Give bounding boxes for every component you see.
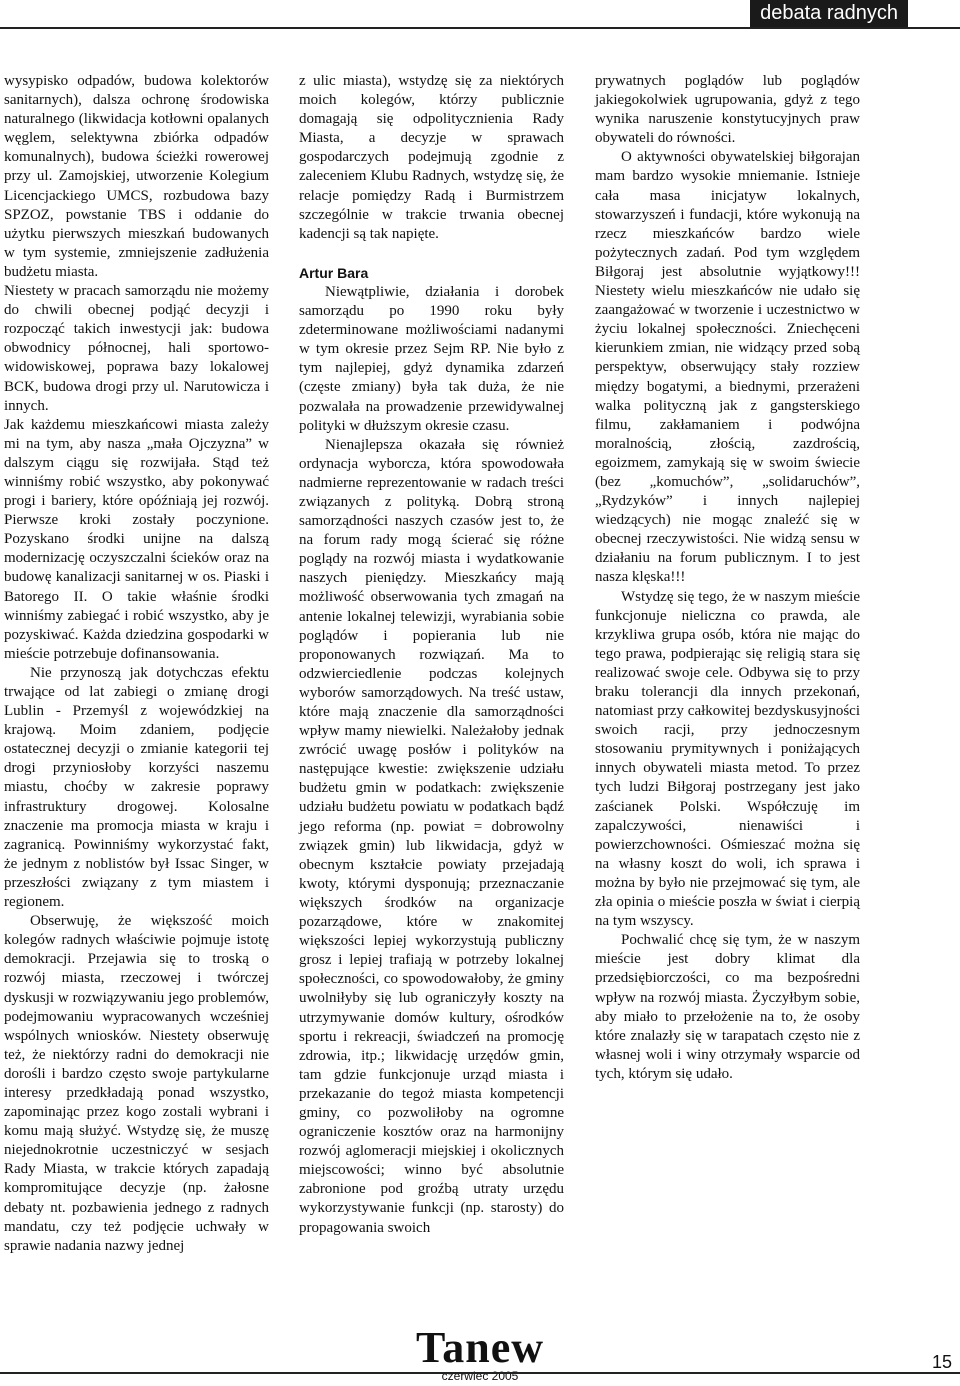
article-column-3: [595, 72, 860, 1084]
article-column-1: [4, 72, 269, 1256]
paragraph: O aktywności obywatelskiej biłgorajan mam bardzo wysokie mniemanie. Istnieje cała masa inicjatyw lokalnych, stowarzyszeń i fundacji, które wykonują na rzecz mieszkańców bardzo wiele pożytecznych zadań. Pod tym względem Biłgoraj jest absolutnie wyjątkowy!!! Niestety wielu mieszkańców nie udało się zaangażować w tworzenie i uczestnictwo w życiu lokalnej społeczności. Zniechęceni kierunkiem zmian, nie widzący przed sobą perspektyw, obserwujący stały rozziew między bogatymi, a biednymi, przerażeni walka polityczną jak z gangsterskiego filmu, zakłamaniem i podwójna moralnością, złością, zazdrością, egoizmem, zamykają się w swoim świecie (bez „komuchów”, „solidaruchów”, „Rydzyków” i innych najlepiej wiedzących) nie mogąc znaleźć się w obecnej rzeczywistości. Nie widzą sensu w działaniu na forum publicznym. I to jest nasza klęska!!!: [595, 149, 860, 586]
paragraph: wysypisko odpadów, budowa kolektorów sanitarnych), dalsza ochronę środowiska naturalnego (likwidacja kotłowni opalanych węglem, selektywna zbiórka odpadów komunalnych), budowa ścieżki rowerowej przy ul. Zamojskiej, utworzenie Kolegium Licencjackiego UMCS, rozbudowa bazy SPZOZ, powstanie TBS i oddanie do użytku pierwszych mieszkań budowanych w tym systemie, zmniejszenie zadłużenia budżetu miasta.: [4, 73, 269, 280]
paragraph: Nienajlepsza okazała się również ordynacja wyborcza, która spowodowała nadmierne reprezentowanie w radach treści związanych z polityką. Dobrą stroną samorządności naszych czasów jest to, że na forum rady mogą ścierać się różne poglądy na rozwój miasta i wydatkowanie naszych pieniędzy. Mieszkańcy mają możliwość obserwowania tych zmagań na antenie lokalnej telewizji, wyrabiania sobie poglądów i popierania lub nie proponowanych rozwiązań. Ma to odzwierciedlenie podczas kolejnych wyborów samorządowych. Na treść ustaw, które mają znaczenie dla samorządności wpływ mamy niewielki. Należałoby jednak zwrócić uwagę posłów i polityków na następujące kwestie: zwiększenie udziału budżetu gmin w podatkach: zwiększenie udziału budżetu powiatu w podatkach bądź jego reforma (np. powiat = dobrowolny związek gmin) lub likwidacja, gdyż w obecnym kształcie powiaty przejadają kwoty, którymi dysponują; przeznaczanie większych środków na organizacje pozarządowe, które w znakomitej większości lepiej wykorzystują publiczny grosz i lepiej trafiają w potrzeby lokalnej społeczności, co spowodowałoby, że gminy uwolniłyby się lub ograniczyły koszty na utrzymywanie domów kultury, ośrodków sportu i rekreacji, świadczeń na promocję zdrowia, itp.; likwidację urzędów gmin, tam gdzie funkcjonuje urząd miasta i przekazanie do tegoż miasta kompetencji gminy, co pozwoliłoby na ogromne ograniczenie kosztów oraz na harmonijny rozwój aglomeracji miejskiej i okolicznych miejscowości; winno być absolutnie zabronione pod groźbą utraty urzędu wykorzystywanie funkcji (np. starosty) do propagowania swoich: [299, 436, 564, 1236]
paragraph: prywatnych poglądów lub poglądów jakiegokolwiek ugrupowania, gdyż z tego wynika naruszenie konstytucyjnych praw obywateli do równości.: [595, 73, 860, 147]
masthead-logo: Tanew: [415, 1323, 545, 1372]
paragraph: Wstydzę się tego, że w naszym mieście funkcjonuje nieliczna co prawda, ale krzykliwa grupa osób, która nie mając do tego prawa, podpierając się religią stara się realizować swoje cele. Odbywa się to przy braku tolerancji dla innych przekonań, natomiast przy całkowitej bezdyskusyjności swoich racji, przy jednoczesnym stosowaniu prymitywnych i poniżających innych obywateli miasta metod. To przez tych ludzi Biłgoraj postrzegany jest jako zaścianek Polski. Współczuję im zapalczywości, nienawiści i powierzchowności. Ośmieszać można się na własny koszt do woli, ich sprawa i można by było nie przejmować się tym, ale zła opinia o mieście poszła w świat i cierpią na tym wszyscy.: [595, 588, 860, 930]
section-tag: debata radnych: [750, 0, 908, 27]
footer-rule: [0, 1372, 960, 1374]
paragraph: Obserwuję, że większość moich kolegów radnych właściwie pojmuje istotę demokracji. Przejawia się to troską o rozwój miasta, rzeczowej i twórczej dyskusji w rozwiązywaniu jego problemów, podejmowaniu wypracowanych wcześniej wspólnych wniosków. Niestety obserwuję też, że niektórzy radni do demokracji nie dorośli i bardzo często swoje partykularne interesy przedkładają ponad wszystko, zapominając przez kogo zostali wybrani i komu mają służyć. Wstydzę się, że muszę niejednokrotnie uczestniczyć w sesjach Rady Miasta, w trakcie których zapadają kompromitujące decyzje (np. żałosne debaty nt. pozbawienia jednego z radnych mandatu, czy też podjęcie uchwały w sprawie nadania nazwy jednej: [4, 913, 269, 1254]
issue-date: czerwiec 2005: [441, 1369, 519, 1383]
paragraph: Niewątpliwie, działania i dorobek samorządu po 1990 roku były zdeterminowane możliwościami nadanymi w tym okresie przez Sejm RP. Nie było z tym najlepiej, gdyż dynamika zdarzeń (częste zmiany) była tak duża, że nie pozwalała na prowadzenie przewidywalnej polityki w dłuższym okresie czasu.: [299, 283, 564, 434]
paragraph: Niestety w pracach samorządu nie możemy do chwili obecnej podjąć decyzji i rozpocząć takich inwestycji jak: budowa obwodnicy północnej, hali sportowo-widowiskowej, poprawa bazy lokalowej BCK, budowa drogi przy ul. Narutowicza i innych.: [4, 283, 269, 414]
author-byline: Artur Bara: [299, 264, 369, 281]
header-rule: [0, 27, 960, 29]
paragraph: Pochwalić chcę się tym, że w naszym mieście jest dobry klimat dla przedsiębiorczości, co ma bezpośredni wpływ na rozwój miasta. Życzyłbym sobie, aby miało to przełożenie na to, że osoby które znalazły się w tarapatach często nie z własnej woli i winy otrzymały wsparcie od tych, którym się udało.: [595, 932, 860, 1082]
page-number: 15: [931, 1352, 952, 1372]
paragraph: Nie przynoszą jak dotychczas efektu trwające od lat zabiegi o zmianę drogi Lublin - Przemyśl z wojewódzkiej na krajową. Moim zdaniem, podjęcie ostatecznej decyzji o zmianie kategorii tej drogi przyniosłoby korzyści naszemu miastu, choćby w zakresie poprawy infrastruktury drogowej. Kolosalne znaczenie ma promocja miasta w kraju i zagranicą. Powinniśmy wykorzystać fakt, że jednym z noblistów był Issac Singer, w przeszłości związany z tym miastem i regionem.: [4, 664, 269, 911]
masthead: [400, 1323, 560, 1383]
article-column-2: [299, 72, 564, 1238]
paragraph: z ulic miasta), wstydzę się za niektórych moich kolegów, którzy publicznie domagają się odpolitycznienia Rady Miasta, a decyzje w sprawach gospodarczych podejmują zgodnie z zaleceniem Klubu Radnych, wstydzę się, że relacje pomiędzy Radą i Burmistrzem szczególnie w trakcie trwania obecnej kadencji są tak napięte.: [299, 73, 564, 242]
paragraph: Jak każdemu mieszkańcowi miasta zależy mi na tym, aby nasza „mała Ojczyzna” w dalszym ciągu się rozwijała. Stąd też winniśmy robić wszystko, aby pokonywać progi i bariery, które opóźniają jej rozwój. Pierwsze kroki zostały poczynione. Pozyskano środki unijne na dalszą modernizację oczyszczalni ścieków oraz na budowę kanalizacji sanitarnej w os. Piaski i Batorego II. O takie właśnie środki winniśmy zabiegać i robić wszystko, aby je pozyskiwać. Każda dziedzina gospodarki w mieście potrzebuje dofinansowania.: [4, 416, 269, 662]
